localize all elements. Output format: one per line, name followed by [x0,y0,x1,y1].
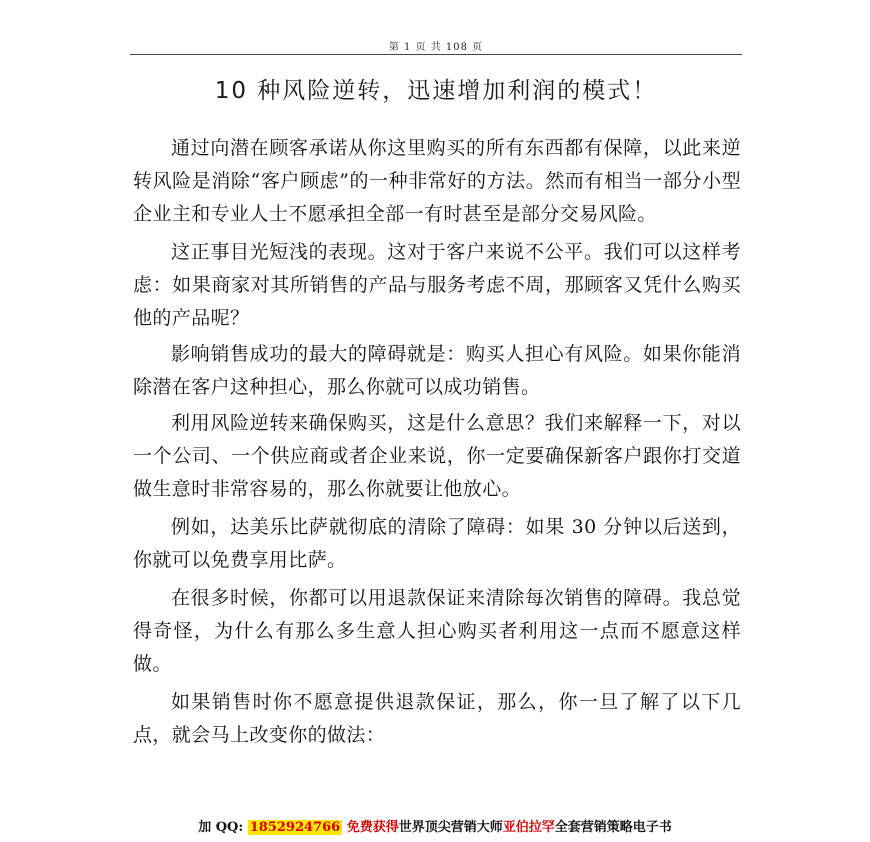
paragraph: 例如，达美乐比萨就彻底的清除了障碍：如果 30 分钟以后送到，你就可以免费享用比萨。 [133,516,741,571]
footer-middle-text: 世界顶尖营销大师 [398,820,503,835]
paragraph: 通过向潜在顾客承诺从你这里购买的所有东西都有保障，以此来逆转风险是消除“客户顾虑”的一种非常好的方法。然而有相当一部分小型企业主和专业人士不愿承担全部一有时甚至是部分交易风险。 [133,137,741,225]
paragraph: 在很多时候，你都可以用退款保证来清除每次销售的障碍。我总觉得奇怪，为什么有那么多生意人担心购买者利用这一点而不愿意这样做。 [133,587,741,675]
paragraph: 影响销售成功的最大的障碍就是：购买人担心有风险。如果你能消除潜在客户这种担心，那么你就可以成功销售。 [133,343,741,398]
header-rule [130,54,742,55]
footer-suffix: 全套营销策略电子书 [554,820,672,835]
footer-free-text: 免费获得 [346,820,399,835]
paragraph: 如果销售时你不愿意提供退款保证，那么，你一旦了解了以下几点，就会马上改变你的做法： [133,691,741,746]
paragraph: 利用风险逆转来确保购买，这是什么意思？我们来解释一下，对以一个公司、一个供应商或者企业来说，你一定要确保新客户跟你打交道做生意时非常容易的，那么你就要让他放心。 [133,412,741,500]
footer-prefix: 加 QQ: [198,820,244,835]
qq-number: 1852924766 [249,820,341,835]
page-header: 第 1 页 共 108 页 [388,42,484,53]
document-body [133,132,741,757]
footer-master-name: 亚伯拉罕 [502,820,555,835]
document-title: 10 种风险逆转，迅速增加利润的模式！ [214,78,658,104]
paragraph: 这正事目光短浅的表现。这对于客户来说不公平。我们可以这样考虑：如果商家对其所销售的产品与服务考虑不周，那顾客又凭什么购买他的产品呢？ [133,241,741,329]
footer-banner [0,816,870,835]
